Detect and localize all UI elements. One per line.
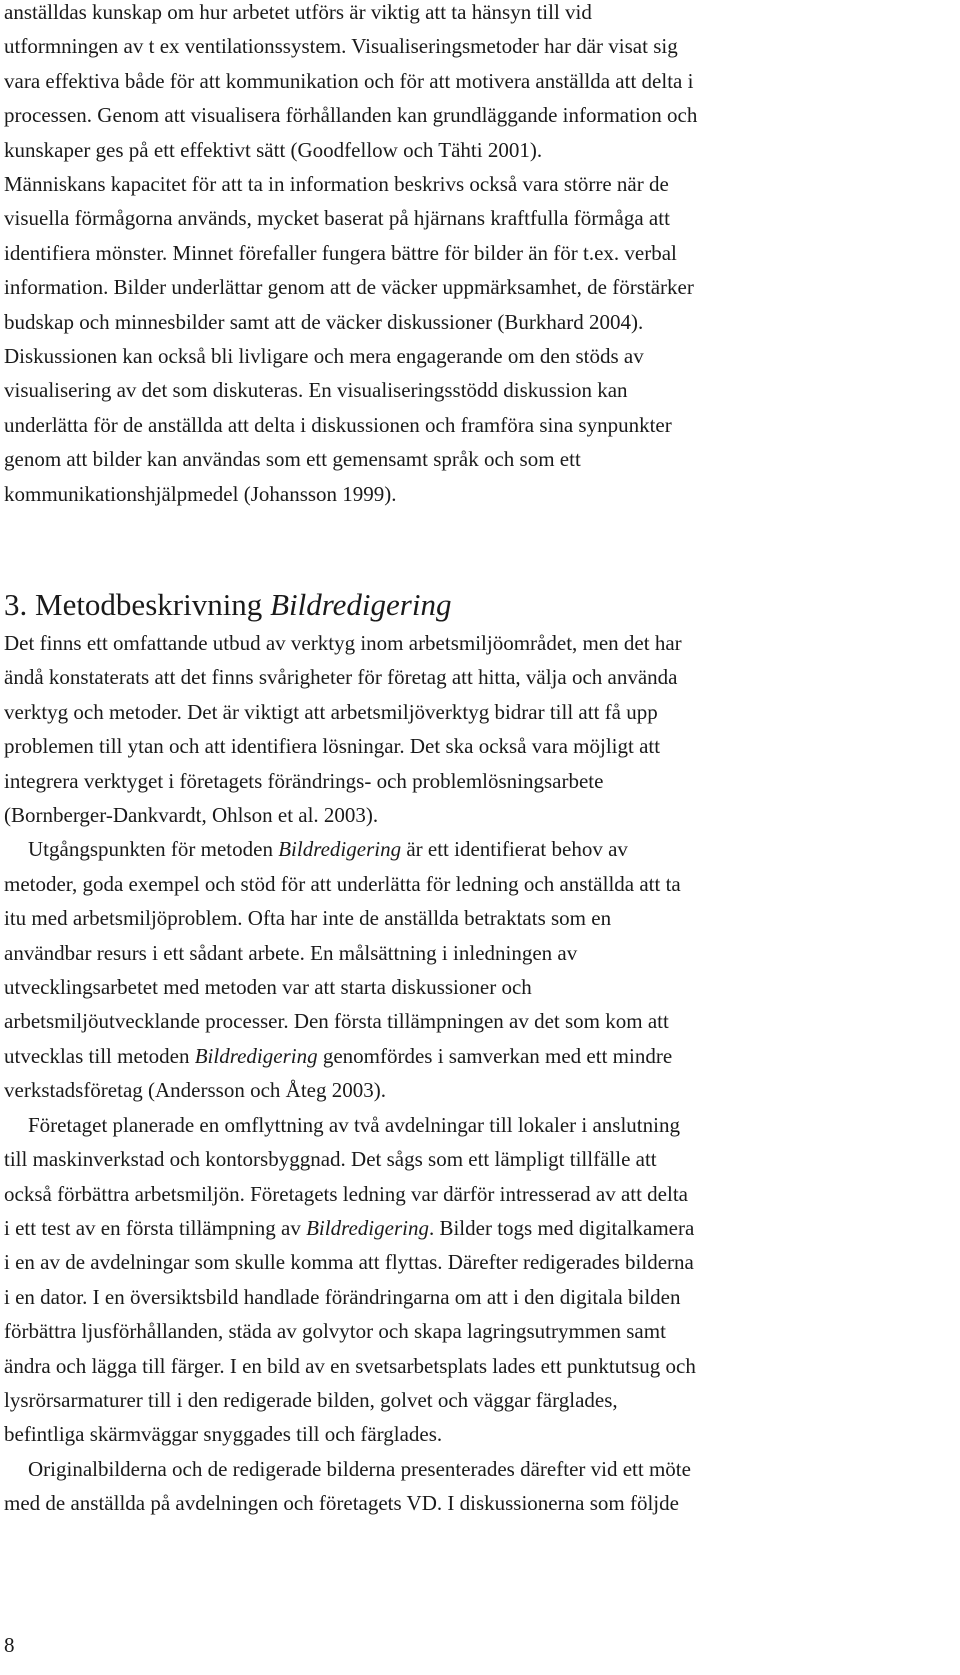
text-line: integrera verktyget i företagets förändrings- och problemlösningsarbete: [4, 768, 604, 793]
text-line: genom att bilder kan användas som ett gemensamt språk och som ett: [4, 447, 581, 472]
paragraph-1: [4, 626, 696, 832]
text-line: lysrörsarmaturer till i den redigerade bilden, golvet och väggar färglades,: [4, 1387, 618, 1412]
text-line: [4, 1211, 696, 1245]
text-line: i en av de avdelningar som skulle komma att flyttas. Därefter redigerades bilderna: [4, 1250, 694, 1275]
text-line: processen. Genom att visualisera förhållanden kan grundläggande information och: [4, 103, 698, 128]
text-line: till maskinverkstad och kontorsbyggnad. Det sågs som ett lämpligt tillfälle att: [4, 1147, 657, 1172]
heading-text: 3. Metodbeskrivning: [4, 587, 271, 622]
text-line: ändå konstaterats att det finns svårigheter för företag att hitta, välja och använda: [4, 665, 678, 690]
text-line: underlätta för de anställda att delta i diskussionen och framföra sina synpunkter: [4, 412, 672, 437]
text-line: ändra och lägga till färger. I en bild av en svetsarbetsplats lades ett punktutsug och: [4, 1353, 696, 1378]
text-line: Det finns ett omfattande utbud av verktyg inom arbetsmiljöområdet, men det har: [4, 631, 682, 655]
text-line: Originalbilderna och de redigerade bilderna presenterades därefter vid ett möte: [28, 1456, 691, 1481]
text-line: visuella förmågorna används, mycket baserat på hjärnans kraftfulla förmåga att: [4, 206, 670, 231]
text-line: [4, 1039, 696, 1073]
text-line: itu med arbetsmiljöproblem. Ofta har inte de anställda betraktats som en: [4, 906, 612, 931]
text-line: med de anställda på avdelningen och företagets VD. I diskussionerna som följde: [4, 1491, 679, 1516]
italic-term: Bildredigering: [194, 1043, 318, 1068]
text-line: vara effektiva både för att kommunikation och för att motivera anställda att delta i: [4, 68, 694, 93]
text-line: [4, 832, 696, 866]
heading-italic-term: Bildredigering: [270, 587, 452, 622]
text-line: kunskaper ges på ett effektivt sätt (Goodfellow och Tähti 2001).: [4, 137, 543, 162]
intro-paragraph: [4, 0, 697, 511]
text-line: budskap och minnesbilder samt att de väcker diskussioner (Burkhard 2004).: [4, 309, 644, 334]
text-line: information. Bilder underlättar genom att de väcker uppmärksamhet, de förstärker: [4, 275, 694, 300]
section-body: [4, 626, 696, 1521]
text-run: är ett identifierat behov av: [401, 837, 628, 862]
text-line: Människans kapacitet för att ta in information beskrivs också vara större när de: [4, 172, 669, 197]
text-run: i ett test av en första tillämpning av: [4, 1215, 307, 1240]
section-heading: [4, 585, 451, 625]
text-line: Diskussionen kan också bli livligare och mera engagerande om den stöds av: [4, 344, 644, 369]
text-line: verktyg och metoder. Det är viktigt att arbetsmiljöverktyg bidrar till att få upp: [4, 699, 658, 724]
paragraph-2: [4, 832, 696, 1107]
text-line: kommunikationshjälpmedel (Johansson 1999).: [4, 481, 397, 506]
text-line: visualisering av det som diskuteras. En visualiseringsstödd diskussion kan: [4, 378, 628, 403]
italic-term: Bildredigering: [278, 837, 402, 862]
text-line: identifiera mönster. Minnet förefaller fungera bättre för bilder än för t.ex. verbal: [4, 240, 677, 265]
text-line: utvecklingsarbetet med metoden var att starta diskussioner och: [4, 975, 532, 1000]
text-line: användbar resurs i ett sådant arbete. En målsättning i inledningen av: [4, 940, 578, 965]
text-line: problemen till ytan och att identifiera lösningar. Det ska också vara möjligt att: [4, 734, 661, 759]
text-line: i en dator. I en översiktsbild handlade förändringarna om att i den digitala bilden: [4, 1284, 681, 1309]
text-line: också förbättra arbetsmiljön. Företagets ledning var därför intresserad av att delta: [4, 1181, 688, 1206]
text-line: förbättra ljusförhållanden, städa av golvytor och skapa lagringsutrymmen samt: [4, 1319, 666, 1344]
page-number: 8: [4, 1633, 15, 1657]
text-line: anställdas kunskap om hur arbetet utförs är viktig att ta hänsyn till vid: [4, 0, 592, 24]
text-line: metoder, goda exempel och stöd för att underlätta för ledning och anställda att ta: [4, 871, 681, 896]
italic-term: Bildredigering: [306, 1215, 429, 1240]
text-line: verkstadsföretag (Andersson och Åteg 2003).: [4, 1078, 386, 1103]
text-line: Företaget planerade en omflyttning av två avdelningar till lokaler i anslutning: [28, 1112, 680, 1137]
text-line: (Bornberger-Dankvardt, Ohlson et al. 2003).: [4, 803, 379, 828]
text-line: arbetsmiljöutvecklande processer. Den första tillämpningen av det som kom att: [4, 1009, 669, 1034]
text-run: genomfördes i samverkan med ett mindre: [317, 1043, 673, 1068]
text-line: befintliga skärmväggar snyggades till och färglades.: [4, 1422, 443, 1447]
paragraph-4: [4, 1452, 696, 1521]
paragraph-3: [4, 1108, 696, 1452]
text-run: utvecklas till metoden: [4, 1043, 195, 1068]
text-run: Utgångspunkten för metoden: [28, 837, 279, 862]
text-line: utformningen av t ex ventilationssystem. Visualiseringsmetoder har där visat sig: [4, 34, 678, 59]
text-run: . Bilder togs med digitalkamera: [428, 1215, 695, 1240]
